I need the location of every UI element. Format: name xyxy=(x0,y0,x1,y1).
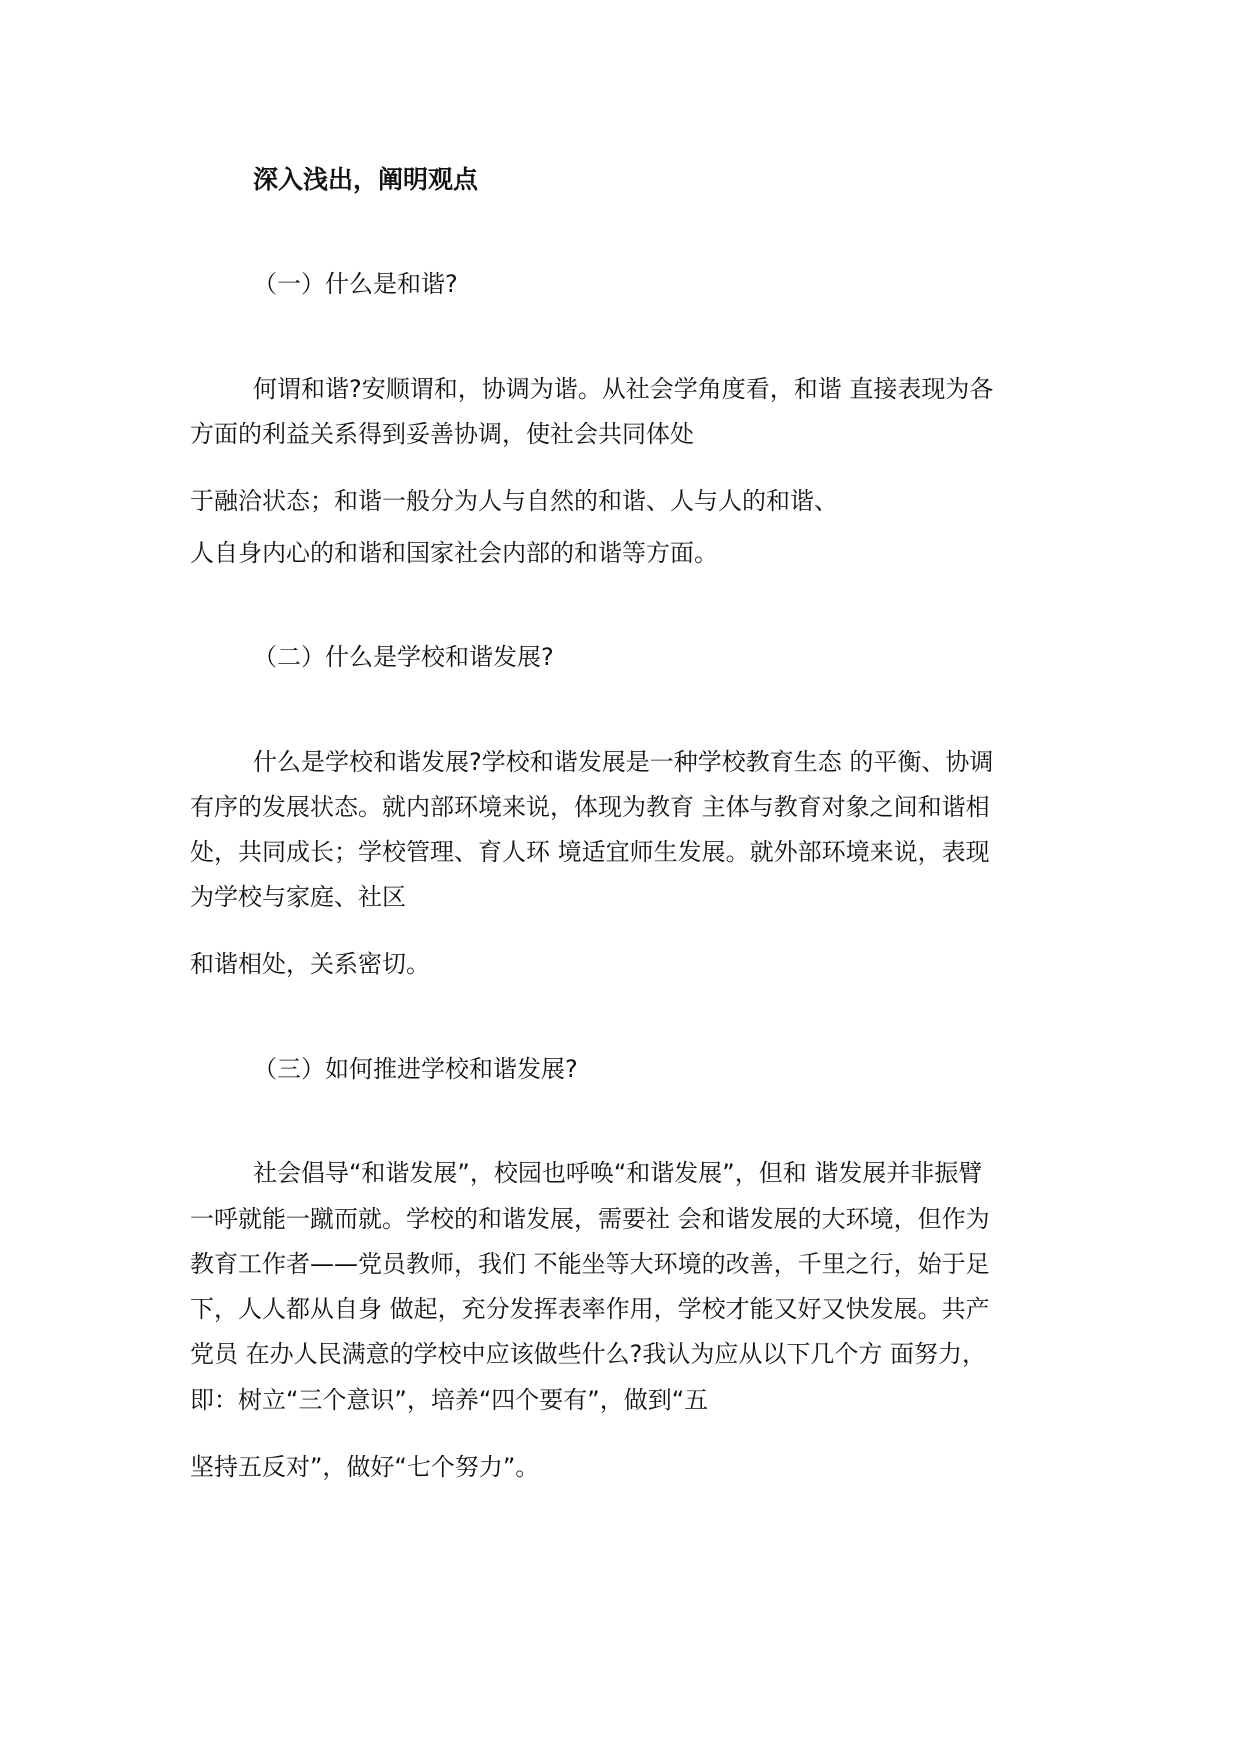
section-1-line-3: 于融洽状态；和谐一般分为人与自然的和谐、人与人的和谐、 xyxy=(190,487,838,515)
section-2-line-1: 什么是学校和谐发展?学校和谐发展是一种学校教育生态 的平衡、协调 xyxy=(253,748,994,776)
section-1-title: （一）什么是和谐? xyxy=(253,270,458,298)
section-1-line-4: 人自身内心的和谐和国家社会内部的和谐等方面。 xyxy=(190,539,718,567)
section-3-line-6: 即：树立“三个意识”，培养“四个要有”，做到“五 xyxy=(190,1386,709,1414)
section-2-line-2: 有序的发展状态。就内部环境来说，体现为教育 主体与教育对象之间和谐相 xyxy=(190,793,990,821)
section-3-title: （三）如何推进学校和谐发展? xyxy=(253,1055,578,1083)
section-3-line-3: 教育工作者——党员教师，我们 不能坐等大环境的改善，千里之行，始于足 xyxy=(190,1250,990,1278)
section-3-line-1: 社会倡导“和谐发展”，校园也呼唤“和谐发展”，但和 谐发展并非振臂 xyxy=(253,1159,983,1187)
document-heading: 深入浅出，阐明观点 xyxy=(253,165,479,194)
section-1-line-2: 方面的利益关系得到妥善协调，使社会共同体处 xyxy=(190,420,694,448)
section-2-line-4: 为学校与家庭、社区 xyxy=(190,883,406,911)
section-2-title: （二）什么是学校和谐发展? xyxy=(253,643,554,671)
section-3-line-7: 坚持五反对”，做好“七个努力”。 xyxy=(190,1453,540,1481)
section-1-line-1: 何谓和谐?安顺谓和，协调为谐。从社会学角度看，和谐 直接表现为各 xyxy=(253,375,994,403)
section-2-line-3: 处，共同成长；学校管理、育人环 境适宜师生发展。就外部环境来说，表现 xyxy=(190,838,990,866)
section-3-line-2: 一呼就能一蹴而就。学校的和谐发展，需要社 会和谐发展的大环境，但作为 xyxy=(190,1205,990,1233)
section-3-line-5: 党员 在办人民满意的学校中应该做些什么?我认为应从以下几个方 面努力， xyxy=(190,1340,986,1368)
section-2-line-5: 和谐相处，关系密切。 xyxy=(190,950,430,978)
section-3-line-4: 下，人人都从自身 做起，充分发挥表率作用，学校才能又好又快发展。共产 xyxy=(190,1295,990,1323)
